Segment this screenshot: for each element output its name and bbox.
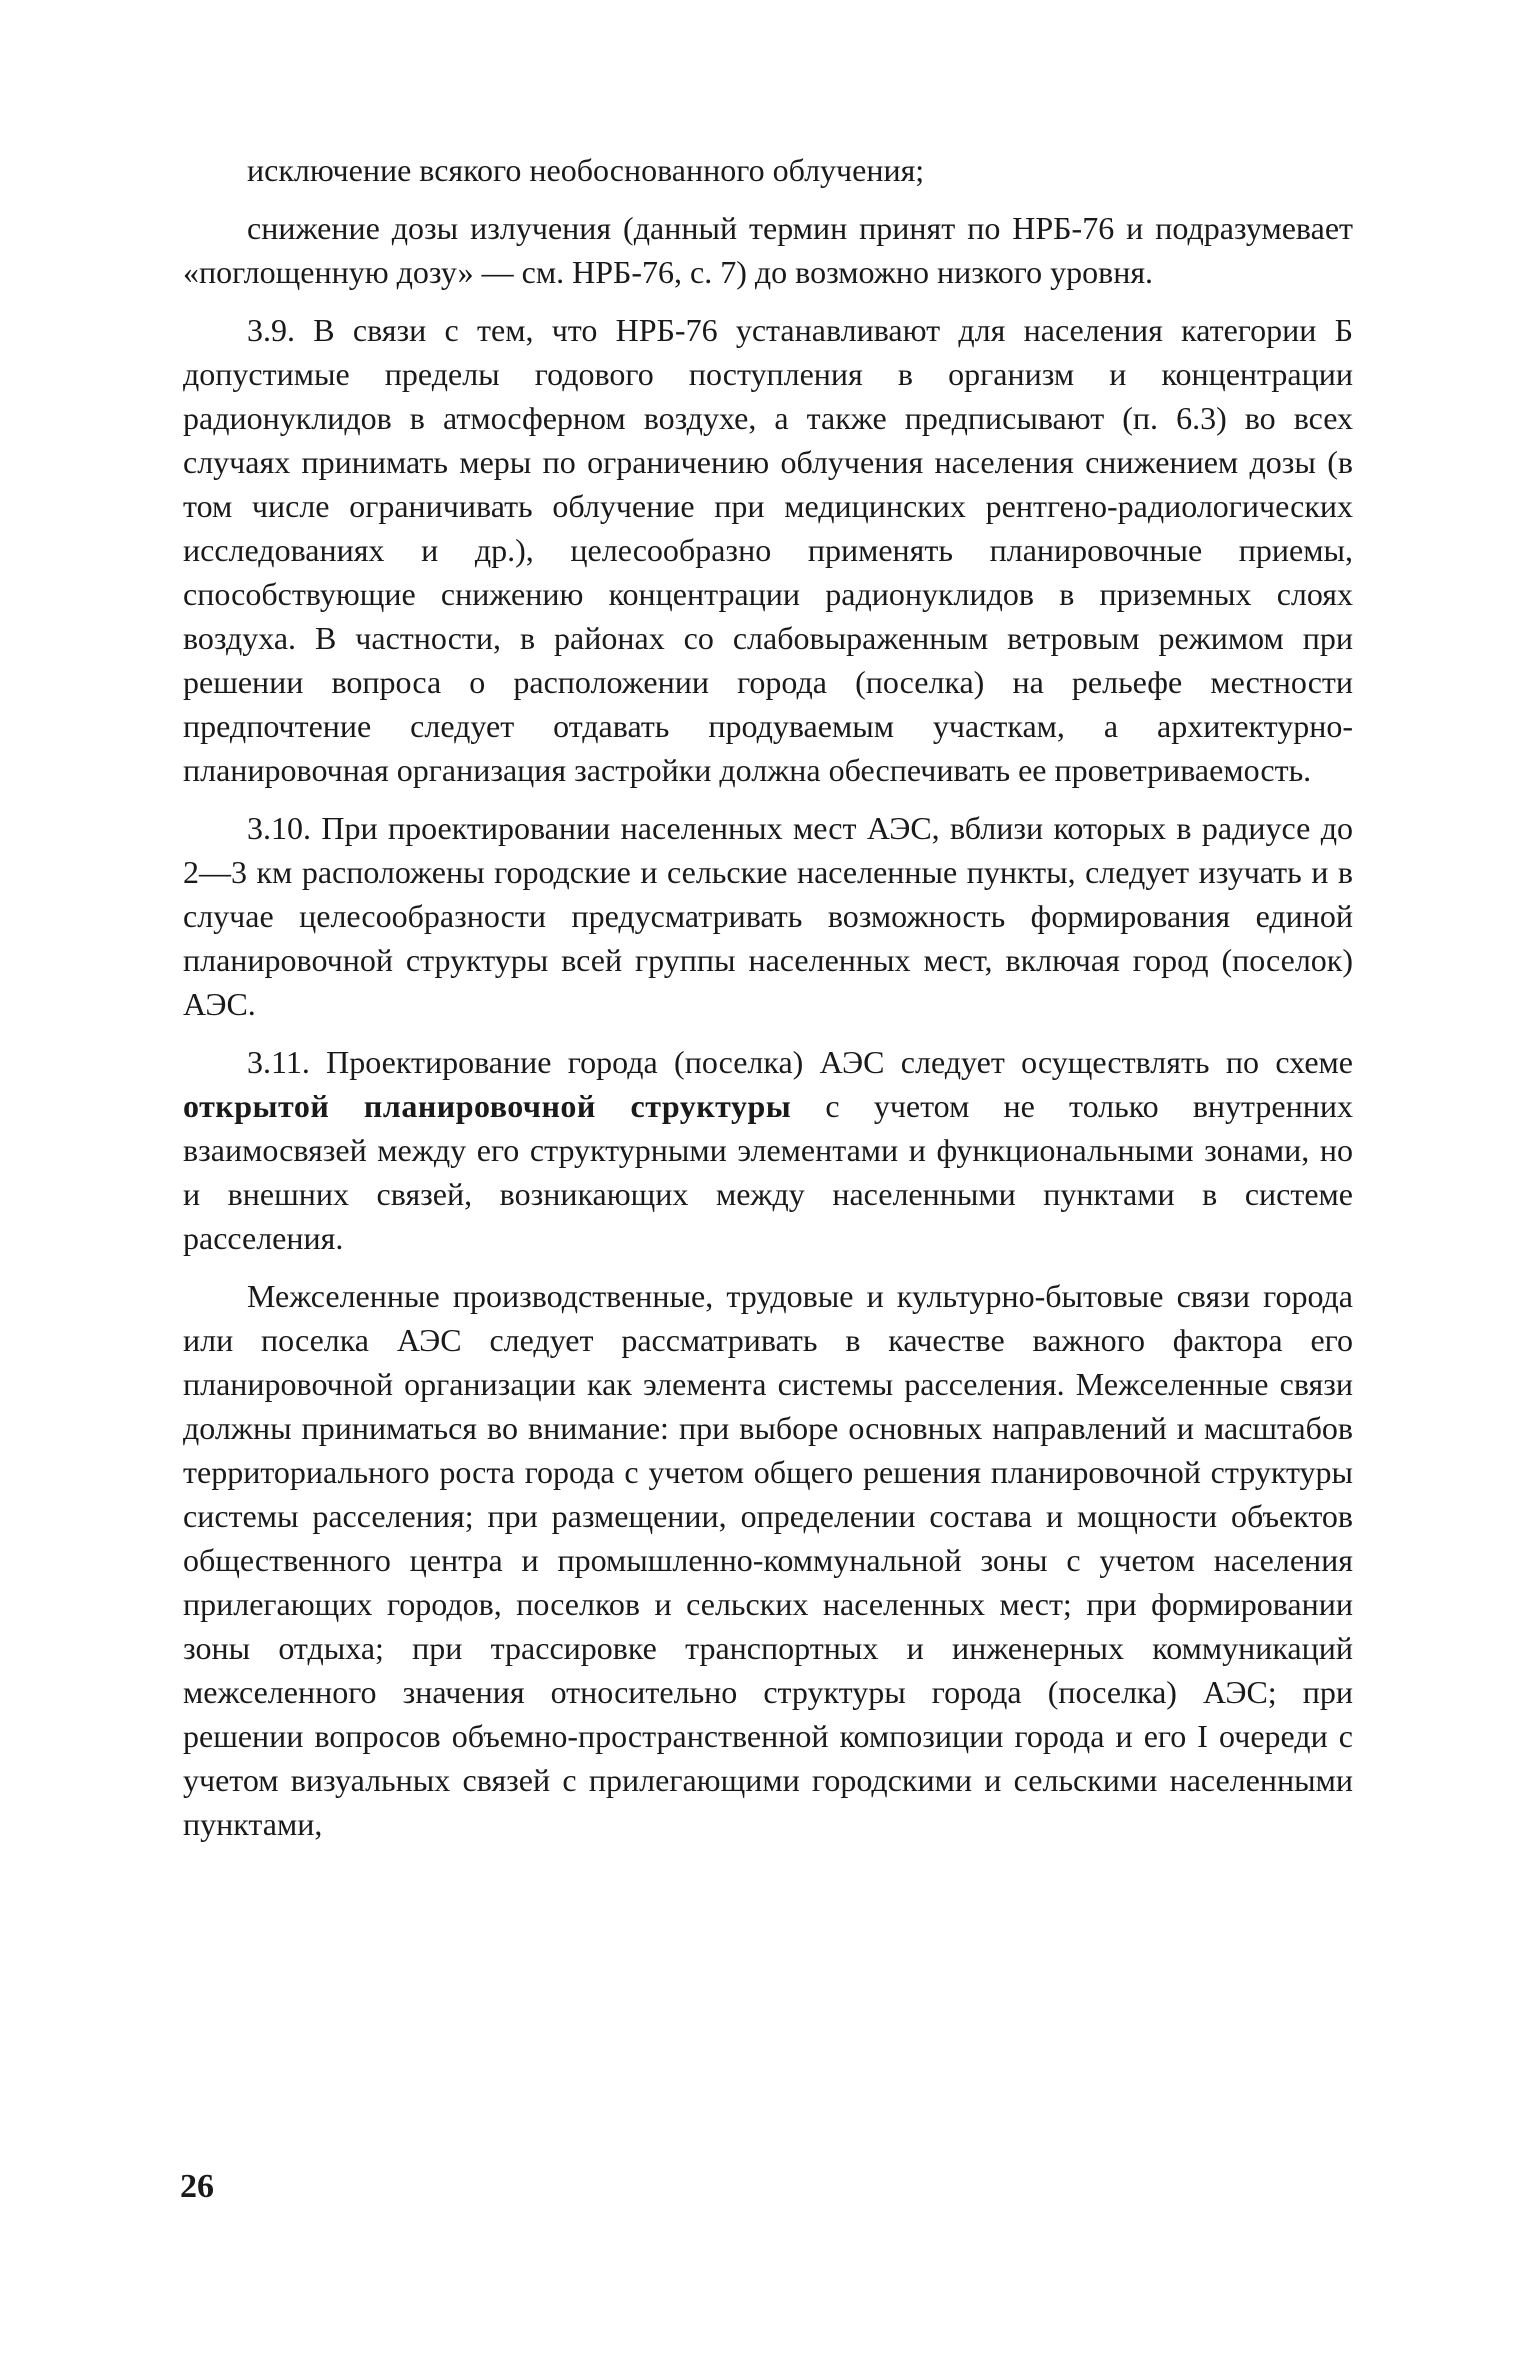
paragraph-3-11 <box>183 1040 1353 1260</box>
paragraph-3-11-text-start: 3.11. Проектирование города (поселка) АЭС следует осуществлять по схеме <box>247 1044 1353 1080</box>
paragraph-3-11-text-end: с учетом не только внутренних взаимосвязей между его структурными элементами и функциональными зонами, но и внешних связей, возникающих между населенными пунктами в системе расселения. <box>183 1088 1354 1256</box>
page-body <box>183 148 1353 1860</box>
paragraph-intersettlement-links: Межселенные производственные, трудовые и культурно-бытовые связи города или поселка АЭС следует рассматривать в качестве важного фактора его планировочной организации как элемента системы расселения. Межселенные связи должны приниматься во внимание: при выборе основных направлений и масштабов территориального роста города с учетом общего решения планировочной структуры системы расселения; при размещении, определении состава и мощности объектов общественного центра и промышленно-коммунальной зоны с учетом населения прилегающих городов, поселков и сельских населенных мест; при формировании зоны отдыха; при трассировке транспортных и инженерных коммуникаций межселенного значения относительно структуры города (поселка) АЭС; при решении вопросов объемно-пространственной композиции города и его I очереди с учетом визуальных связей с прилегающими городскими и сельскими населенными пунктами, <box>183 1278 1353 1842</box>
paragraph-dose-reduction: снижение дозы излучения (данный термин принят по НРБ-76 и подразумевает «поглощенную дозу» — см. НРБ-76, с. 7) до возможно низкого уровня. <box>183 210 1353 290</box>
page-number: 26 <box>180 2168 214 2205</box>
paragraph-3-9: 3.9. В связи с тем, что НРБ-76 устанавливают для населения категории Б допустимые пределы годового поступления в организм и концентрации радионуклидов в атмосферном воздухе, а также предписывают (п. 6.3) во всех случаях принимать меры по ограничению облучения населения снижением дозы (в том числе ограничивать облучение при медицинских рентгено-радиологических исследованиях и др.), целесообразно применять планировочные приемы, способствующие снижению концентрации радионуклидов в приземных слоях воздуха. В частности, в районах со слабовыраженным ветровым режимом при решении вопроса о расположении города (поселка) на рельефе местности предпочтение следует отдавать продуваемым участкам, а архитектурно-планировочная организация застройки должна обеспечивать ее проветриваемость. <box>183 312 1353 788</box>
open-planning-structure-term: открытой планировочной структуры <box>183 1088 792 1124</box>
paragraph-3-10: 3.10. При проектировании населенных мест АЭС, вблизи которых в радиусе до 2—3 км расположены городские и сельские населенные пункты, следует изучать и в случае целесообразности предусматривать возможность формирования единой планировочной структуры всей группы населенных мест, включая город (поселок) АЭС. <box>183 810 1353 1022</box>
paragraph-exclusion: исключение всякого необоснованного облучения; <box>247 152 925 188</box>
